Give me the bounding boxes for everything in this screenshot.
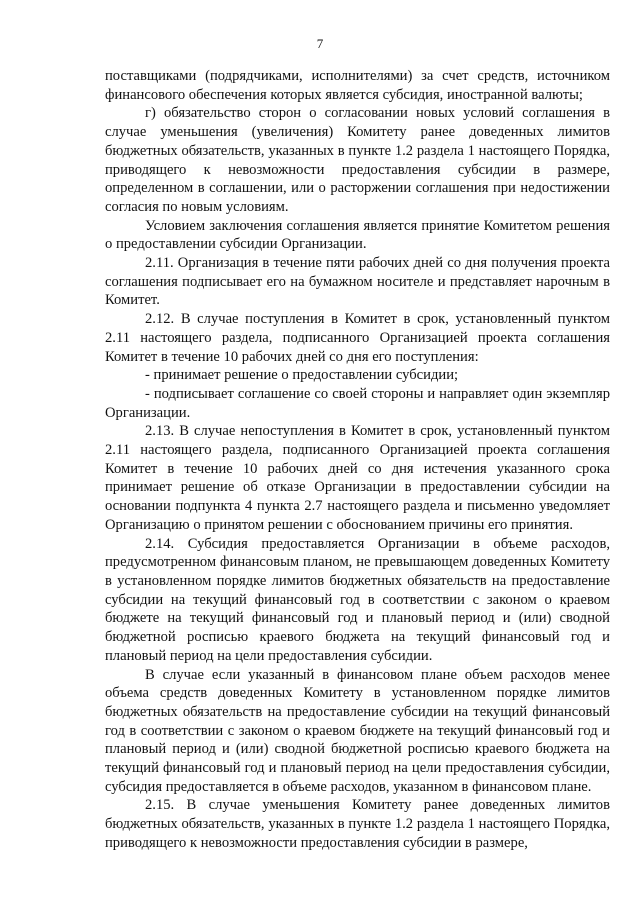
page-number: 7 bbox=[316, 36, 324, 51]
document-body bbox=[105, 67, 610, 853]
paragraph-2-14-continued: В случае если указанный в финансовом плане объем расходов менее объема средств доведенных Комитету в установленном порядке лимитов бюджетных обязательств на предоставление субсидии на текущий финансовый год в соответствии с законом о краевом бюджете на текущий финансовый год и плановый период и (или) сводной бюджетной росписью краевого бюджета на текущий финансовый год и плановый период на цели предоставления субсидии, субсидия предоставляется в объеме расходов, указанном в финансовом плане. bbox=[105, 666, 610, 795]
paragraph-continuation: поставщиками (подрядчиками, исполнителями) за счет средств, источником финансового обеспечения которых является субсидия, иностранной валюты; bbox=[105, 68, 610, 103]
paragraph-2-15: 2.15. В случае уменьшения Комитету ранее доведенных лимитов бюджетных обязательств, указанных в пункте 1.2 раздела 1 настоящего Порядка, приводящего к невозможности предоставления субсидии в размере, bbox=[105, 797, 610, 851]
paragraph-list-item-2: - подписывает соглашение со своей стороны и направляет один экземпляр Организации. bbox=[105, 385, 610, 421]
paragraph-item-g: г) обязательство сторон о согласовании новых условий соглашения в случае уменьшения (увеличения) Комитету ранее доведенных лимитов бюджетных обязательств, указанных в пункте 1.2 раздела 1 настоящего Порядка, приводящего к невозможности предоставления субсидии в размере, определенном в соглашении, или о расторжении соглашения при недостижении согласия по новым условиям. bbox=[105, 105, 610, 215]
paragraph-condition: Условием заключения соглашения является принятие Комитетом решения о предоставлении субсидии Организации. bbox=[105, 217, 610, 253]
paragraph-list-item-1: - принимает решение о предоставлении субсидии; bbox=[145, 367, 459, 384]
paragraph-2-14: 2.14. Субсидия предоставляется Организации в объеме расходов, предусмотренном финансовым планом, не превышающем доведенных Комитету в установленном порядке лимитов бюджетных обязательств на предоставление субсидии на текущий финансовый год в соответствии с законом о краевом бюджете на текущий финансовый год и плановый период и (или) сводной бюджетной росписью краевого бюджета на текущий финансовый год и плановый период на цели предоставления субсидии. bbox=[105, 535, 610, 664]
paragraph-2-11: 2.11. Организация в течение пяти рабочих дней со дня получения проекта соглашения подписывает его на бумажном носителе и представляет нарочным в Комитет. bbox=[105, 255, 610, 309]
paragraph-2-13: 2.13. В случае непоступления в Комитет в срок, установленный пунктом 2.11 настоящего раздела, подписанного Организацией проекта соглашения Комитет в течение 10 рабочих дней со дня истечения указанного срока принимает решение об отказе Организации в предоставлении субсидии на основании подпункта 4 пункта 2.7 настоящего раздела и письменно уведомляет Организацию о принятом решении с обоснованием причины его принятия. bbox=[105, 423, 610, 533]
paragraph-2-12: 2.12. В случае поступления в Комитет в срок, установленный пунктом 2.11 настоящего раздела, подписанного Организацией проекта соглашения Комитет в течение 10 рабочих дней со дня его поступления: bbox=[105, 311, 610, 365]
